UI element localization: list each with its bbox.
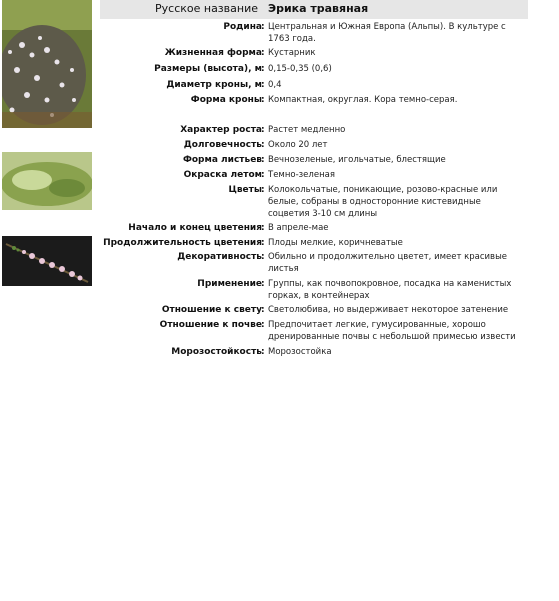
row-label: Отношение к свету — [161, 305, 262, 315]
row-value: Предпочитает легкие, гумусированные, хорошо дренированные почвы с небольшой примесью извести — [268, 320, 516, 342]
row-label: Морозостойкость — [171, 347, 262, 357]
row-label: Продолжительность цветения — [103, 238, 262, 248]
row-label: Декоративность — [177, 252, 262, 262]
row-label: Цветы — [228, 185, 262, 195]
plant-photo-flower-spike — [2, 236, 92, 286]
row-label: Начало и конец цветения — [128, 223, 262, 233]
row-value: 0,4 — [268, 80, 282, 90]
row-label: Применение — [197, 279, 262, 289]
row-label: Диаметр кроны, м — [166, 80, 262, 90]
row-label: Жизненная форма — [164, 48, 262, 58]
row-value: Светолюбива, но выдерживает некоторое затенение — [268, 305, 509, 315]
row-label: Характер роста — [180, 125, 262, 135]
row-value: Компактная, округлая. Кора темно-серая. — [268, 95, 458, 105]
plant-photo-shrub — [2, 0, 92, 128]
row-value: Темно-зеленая — [268, 170, 335, 180]
row-value: Колокольчатые, поникающие, розово-красные или белые, собраны в односторонние кистевидные соцветия 3-10 см длины — [268, 185, 498, 219]
table-header — [100, 0, 528, 19]
row-value: Растет медленно — [268, 125, 346, 135]
row-value: 0,15-0,35 (0,6) — [268, 64, 332, 74]
row-label: Долговечность — [183, 140, 262, 150]
header-label: Русское название — [155, 2, 258, 15]
row-label: Родина — [223, 22, 262, 32]
row-label: Отношение к почве — [159, 320, 262, 330]
row-label: Форма кроны — [190, 95, 262, 105]
row-value: Группы, как почвопокровное, посадка на каменистых горках, в контейнерах — [268, 279, 512, 301]
plant-photo-foliage — [2, 152, 92, 210]
plant-info-table: Русское название Эрика травяная Родина : Центральная и Южная Европа (Альпы). В культуре с 1763 года. Жизненная форма : Кустарник Размеры (высота), м : 0,15-0,35 (0,6) Диаметр кроны, м : 0,4 Форма кроны : Компактная, округлая. Кора темно-серая. Характер роста : Растет медленно Долговечность : Около 20 лет Форма листьев : Вечнозеленые, игольчатые, блестящие Окраска летом : Темно-зеленая Цветы : Колокольчатые, поникающие, розово-красные или белые, собраны в односторонние кистевидные соцветия 3-10 см длины Начало и конец цветения : В апреле-мае Продолжительность цветения : Плоды мелкие, коричневатые Декоративность : Обильно и продолжительно цветет, имеет красивые листья Применение : Группы, как почвопокровное, посадка на каменистых горках, в контейнерах Отношение к свету : Светолюбива, но выдерживает некоторое затенение Отношение к почве : Предпочитает легкие, гумусированные, хорошо дренированные почвы с небольшой примесью извести Морозостойкость : Морозостойка — [100, 0, 528, 19]
row-value: Вечнозеленые, игольчатые, блестящие — [268, 155, 446, 165]
row-value: Центральная и Южная Европа (Альпы). В культуре с 1763 года. — [268, 22, 506, 44]
row-value: Плоды мелкие, коричневатые — [268, 238, 403, 248]
row-label: Форма листьев — [182, 155, 262, 165]
row-value: Обильно и продолжительно цветет, имеет красивые листья — [268, 252, 508, 274]
row-value: Кустарник — [268, 48, 316, 58]
row-value: Около 20 лет — [268, 140, 328, 150]
plant-name: Эрика травяная — [268, 2, 369, 15]
row-label: Размеры (высота), м — [154, 64, 262, 74]
row-value: В апреле-мае — [268, 223, 329, 233]
row-label: Окраска летом — [183, 170, 262, 180]
row-value: Морозостойка — [268, 347, 332, 357]
